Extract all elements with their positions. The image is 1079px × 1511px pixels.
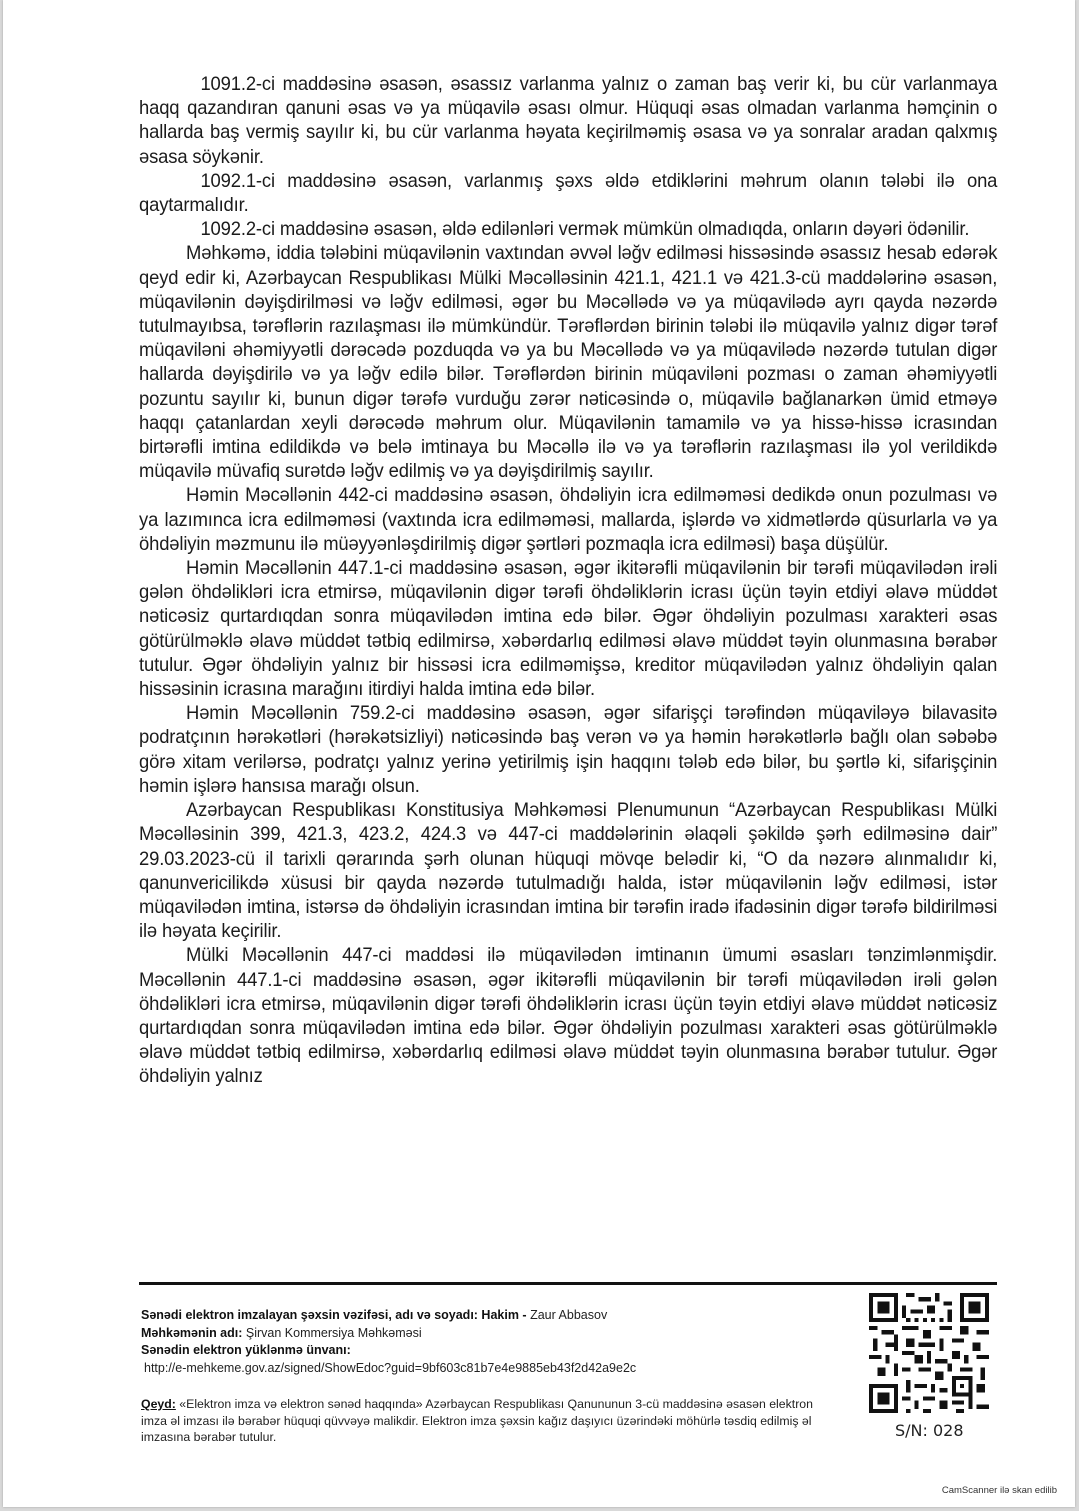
paragraph: 1092.1-ci maddəsinə əsasən, varlanmış şəxs əldə etdiklərini məhrum olanın tələbi ilə ona qaytarmalıdır. [139,170,998,217]
paragraph: Həmin Məcəllənin 447.1-ci maddəsinə əsasən, əgər ikitərəfli müqavilənin bir tərəfi müqavilədən irəli gələn öhdəlikləri icra etmirsə, müqavilənin digər tərəfi öhdəliklərin icrası üçün təyin etdiyi əlavə müddət nəticəsiz qurtardıqdan sonra müqavilədən imtina edə bilər. Əgər öhdəliyin pozulması xarakteri əsas götürülməklə əlavə müddət tətbiq edilmirsə, xəbərdarlıq edilməsi əlavə müddət təyin olunmasına bərabər tutulur. Əgər öhdəliyin yalnız bir hissəsi icra edilməmişsə, kreditor müqavilədən yalnız öhdəliyin qalan hissəsinin icrasına marağını itirdiyi halda imtina edə bilər. [139,558,998,701]
note-label: Qeyd: [141,1397,176,1411]
document-page [3,0,1075,1507]
court-row [141,1325,841,1343]
paragraph: Məhkəmə, iddia tələbini müqavilənin vaxtından əvvəl ləğv edilməsi hissəsində əsassız hesab edərək qeyd edir ki, Azərbaycan Respublikası Mülki Məcəlləsinin 421.1, 421.1 və 421.3-cü maddələrinə əsasən, müqavilənin dəyişdirilməsi və ləğv edilməsi, əgər bu Məcəllədə və ya müqavilədə ayrı qayda nəzərdə tutulmayıbsa, tərəflərin razılaşması ilə mümkündür. Tərəflərdən birinin tələbi ilə müqavilə yalnız digər tərəf müqaviləni əhəmiyyətli dərəcədə pozduqda və ya bu Məcəllədə və ya müqavilədə nəzərdə tutulan digər hallarda dəyişdirilə və ya ləğv edilə bilər. Tərəflərdən birinin müqaviləni pozması o zaman əhəmiyyətli pozuntu sayılır ki, bunun digər tərəfə vurduğu zərər nəticəsində o, müqavilə bağlanarkən ümid etməyə haqqı çatanlardan xeyli dərəcədə məhrum olur. Müqavilənin tamamilə və ya hissə-hissə icrasından birtərəfli imtina edildikdə və belə imtinaya bu Məcəllə ilə və ya tərəflərin razılaşması ilə yol verildikdə müqavilə müvafiq surətdə ləğv edilmiş və ya dəyişdirilmiş sayılır. [139,243,998,483]
serial-number: S/N: 028 [895,1421,964,1440]
signer-row [141,1307,841,1325]
paragraph: Həmin Məcəllənin 442-ci maddəsinə əsasən, öhdəliyin icra edilməməsi dedikdə onun pozulması və ya lazımınca icra edilməməsi (vaxtında icra edilməməsi, mallarda, işlərdə və xidmətlərdə qüsurlarla və ya öhdəliyin məzmunu ilə müəyyənləşdirilmiş digər şərtləri pozmaqla icra edilməsi) başa düşülür. [139,485,998,555]
court-label: Məhkəmənin adı: [141,1325,246,1340]
signer-label: Sənədi elektron imzalayan şəxsin vəzifəsi, adı və soyadı: Hakim - [141,1308,531,1322]
paragraph: Həmin Məcəllənin 759.2-ci maddəsinə əsasən, əgər sifarişçi tərəfindən müqaviləyə bilavasitə podratçının hərəkətləri (hərəkətsizliyi) nəticəsində baş verən və ya həmin hərəkətlərlə bağlı olan səbəbə görə xitam verilərsə, podratçı yalnız yerinə yetirilmiş işin haqqını tələb edə bilər, bu şərtlə ki, sifarişçinin həmin işlərə hansısa marağı olsun. [139,703,998,797]
document-body [139,73,997,1090]
footer-divider [139,1282,997,1285]
signer-name: Zaur Abbasov [530,1308,608,1322]
paragraph: Azərbaycan Respublikası Konstitusiya Məhkəməsi Plenumunun “Azərbaycan Respublikası Mülki Məcəlləsinin 399, 421.3, 423.2, 424.3 və 447-ci maddələrinin əlaqəli şəkildə şərh edilməsinə dair” 29.03.2023-cü il tarixli qərarında şərh olunan hüquqi mövqe belədir ki, “O da nəzərə alınmalıdır ki, qanunvericilikdə xüsusi bir qayda nəzərdə tutulmadığı halda, istər müqavilənin ləğv edilməsi, istər müqavilədən imtina, istərsə də öhdəliyin icrasından imtina bir tərəfin iradə ifadəsinin digər tərəfə bildirilməsi ilə həyata keçirilir. [139,800,998,943]
court-name: Şirvan Kommersiya Məhkəməsi [245,1325,422,1340]
paragraph: 1092.2-ci maddəsinə əsasən, əldə edilənləri vermək mümkün olmadıqda, onların dəyəri ödənilir. [200,219,970,241]
url-label: Sənədin elektron yüklənmə ünvanı: [141,1343,351,1357]
document-url[interactable]: http://e-mehkeme.gov.az/signed/ShowEdoc?guid=9bf603c81b7e4e9885eb43f2d42a9e2c [144,1360,637,1375]
paragraph: Mülki Məcəllənin 447-ci maddəsi ilə müqavilədən imtinanın ümumi əsasları tənzimlənmişdir. Məcəllənin 447.1-ci maddəsinə əsasən, əgər ikitərəfli müqavilənin bir tərəfi müqavilədən irəli gələn öhdəlikləri icra etmirsə, müqavilənin digər tərəfi öhdəliklərin icrası üçün təyin etdiyi əlavə müddət nəticəsiz qurtardıqdan sonra müqavilədən imtina edə bilər. Əgər öhdəliyin pozulması xarakteri əsas götürülməklə əlavə müddət tətbiq edilmirsə, xəbərdarlıq edilməsi əlavə müddət təyin olunmasına bərabər tutulur. Əgər öhdəliyin yalnız [139,945,998,1088]
note-text: «Elektron imza və elektron sənəd haqqında» Azərbaycan Respublikası Qanununun 3-cü maddəsinə əsasən elektron imza əl imzası ilə bərabər hüquqi qüvvəyə malikdir. Elektron imza şəxsin kağız daşıyıcı üzərindəki möhürlə təsdiq edilmiş əl imzasına bərabər tutulur. [141,1397,813,1444]
qr-code-icon [869,1293,989,1413]
url-row [141,1342,841,1360]
legal-note [141,1396,841,1446]
signature-block [141,1307,841,1377]
paragraph: 1091.2-ci maddəsinə əsasən, əsassız varlanma yalnız o zaman baş verir ki, bu cür varlanmaya haqq qazandıran qanuni əsas və ya müqavilə əsası olmur. Hüquqi əsas olmadan varlanma həmçinin o hallarda baş vermiş sayılır ki, bu cür varlanma həyata keçirilməmiş əsasa və ya sonralar aradan qalxmış əsasa söykənir. [139,74,998,168]
camscanner-watermark: CamScanner ilə skan edilib [941,1485,1057,1496]
